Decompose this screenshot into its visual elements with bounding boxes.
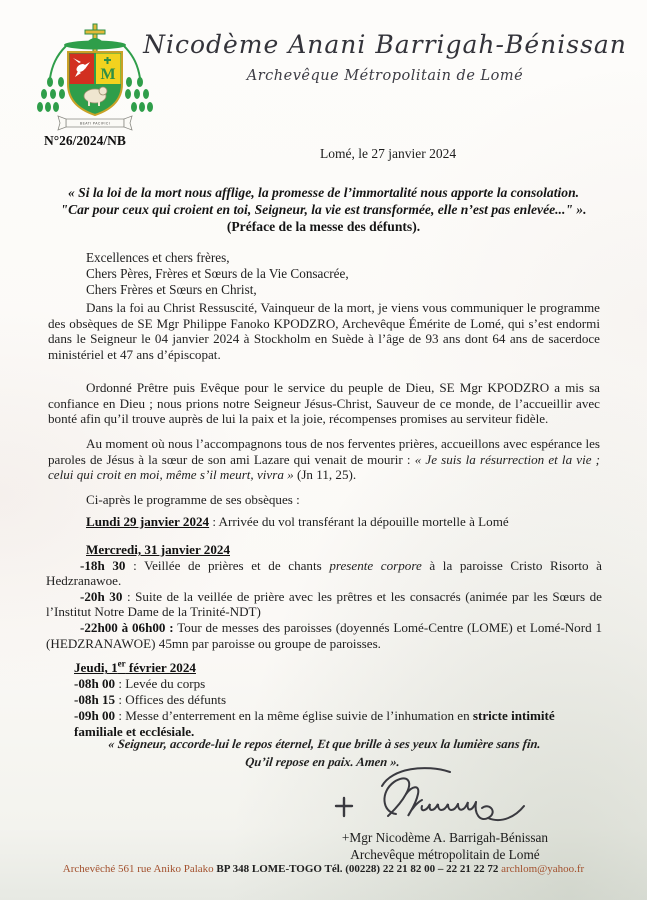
latin-phrase: presente corpore (329, 557, 422, 573)
epigraph-quote (20, 184, 627, 235)
program-wednesday (46, 542, 602, 651)
paragraph-announcement: Dans la foi au Christ Ressuscité, Vainqueur de la mort, je viens vous communiquer le programme des obsèques de SE Mgr Philippe Fanoko KPODZRO, Archevêque Émérite de Lomé, qui s’est endormi dans le Seigneur le 04 janvier 2024 à Stockholm en Suède à l’âge de 93 ans dont 64 ans de sacerdoce ministériel et 47 ans d’épiscopat. (48, 300, 600, 362)
paragraph-scripture-pre: Au moment où nous l’accompagnons tous de nos ferventes prières, accueillons avec espérance les paroles de Jésus à la sœur de son ami Lazare qui venait de mourir : (48, 436, 600, 467)
salutations (86, 250, 349, 297)
archbishop-role: Archevêque Métropolitain de Lomé (246, 68, 524, 84)
archbishop-name: Nicodème Anani Barrigah-Bénissan (143, 30, 627, 59)
reference-number: N°26/2024/NB (44, 133, 126, 148)
time-label: -08h 00 (74, 676, 116, 692)
signatory-title: Archevêque métropolitain de Lomé (350, 847, 540, 862)
letter-footer (0, 863, 647, 875)
epigraph-line1: « Si la loi de la mort nous afflige, la promesse de l’immortalité nous apporte la consolation. (67, 185, 580, 200)
time-label: -22h00 à 06h00 : (80, 619, 174, 635)
scripture-reference: (Jn 11, 25). (293, 467, 357, 483)
footer-contact: BP 348 LOME-TOGO Tél. (00228) 22 21 82 00 – 22 21 22 72 (216, 863, 502, 875)
paragraph-tribute: Ordonné Prêtre puis Evêque pour le service du peuple de Dieu, SE Mgr KPODZRO a mis sa confiance en Dieu ; nous prions notre Seigneur Jésus-Christ, Sauveur de ce monde, de l’accueillir avec bonté afin qu’il trouve auprès de lui la paix et la joie, récompenses promises au serviteur fidèle. (48, 380, 600, 427)
signature-block (300, 829, 590, 863)
handwritten-signature (330, 764, 540, 828)
wednesday-date-heading: Mercredi, 31 janvier 2024 (86, 542, 230, 557)
thursday-item-2: -08h 15 : Offices des défunts (74, 692, 227, 708)
thursday-item-3: -09h 00 : Messe d’enterrement en la même église suivie de l’inhumation en stricte intimité familiale et ecclésiale. (74, 708, 555, 739)
monday-date: Lundi 29 janvier 2024 (86, 514, 210, 529)
salutation-line: Chers Pères, Frères et Sœurs de la Vie Consacrée, (86, 265, 349, 281)
thursday-item-1: -08h 00 : Levée du corps (74, 676, 206, 692)
monday-text: : Arrivée du vol transférant la dépouille mortelle à Lomé (209, 514, 509, 529)
crest-motto: BEATI PACIFICI (79, 121, 111, 126)
time-label: -18h 30 (80, 557, 126, 573)
salutation-line: Excellences et chers frères, (86, 250, 230, 265)
signatory-name: +Mgr Nicodème A. Barrigah-Bénissan (341, 830, 549, 845)
blessing-line2: Qu’il repose en paix. Amen ». (244, 754, 401, 769)
dateline: Lomé, le 27 janvier 2024 (320, 146, 457, 161)
thursday-date-heading: Jeudi, 1er février 2024 (74, 659, 196, 676)
time-label: -09h 00 (74, 708, 116, 724)
letterhead (140, 30, 630, 84)
program-intro: Ci-après le programme de ses obsèques : (86, 492, 300, 507)
epigraph-line2: "Car pour ceux qui croient en toi, Seigneur, la vie est transformée, elle n’est pas enlevée..." ». (60, 202, 587, 217)
footer-address: Archevêché 561 rue Aniko Palako (62, 863, 217, 875)
coat-of-arms-icon (36, 22, 154, 136)
blessing-line1: « Seigneur, accorde-lui le repos éternel, Et que brille à ses yeux la lumière sans fin. (107, 737, 542, 751)
wednesday-item-3: -22h00 à 06h00 : Tour de messes des paroisses (doyennés Lomé-Centre (LOME) et Lomé-Nord 1 (HEDZRANAWOE) 45mn par paroisse ou groupe de paroisses. (46, 619, 602, 651)
emphasis-private-ceremony: stricte intimité familiale et ecclésiale. (74, 708, 555, 739)
footer-email: archlom@yahoo.fr (501, 863, 585, 875)
wednesday-item-1: -18h 30 : Veillée de prières et de chants presente corpore à la paroisse Cristo Risorto à Hedzranawoe. (46, 557, 602, 589)
episcopal-crest (36, 22, 154, 136)
salutation-line: Chers Frères et Sœurs en Christ, (86, 281, 257, 297)
paragraph-scripture (48, 436, 600, 483)
svg-text:M: M (100, 66, 116, 83)
program-monday (48, 514, 600, 530)
epigraph-source: (Préface de la messe des défunts). (226, 219, 421, 234)
time-label: -20h 30 (80, 588, 123, 604)
wednesday-item-2: -20h 30 : Suite de la veillée de prière avec les prêtres et les consacrés (animée par les Sœurs de l’Institut Notre Dame de la Trinité-NDT) (46, 588, 602, 620)
scripture-quote: « Je suis la résurrection et la vie ; celui qui croit en moi, même s’il meurt, vivra » (48, 451, 601, 483)
ordinal-superscript: er (117, 659, 126, 669)
program-thursday (74, 657, 602, 740)
time-label: -08h 15 (74, 692, 116, 708)
